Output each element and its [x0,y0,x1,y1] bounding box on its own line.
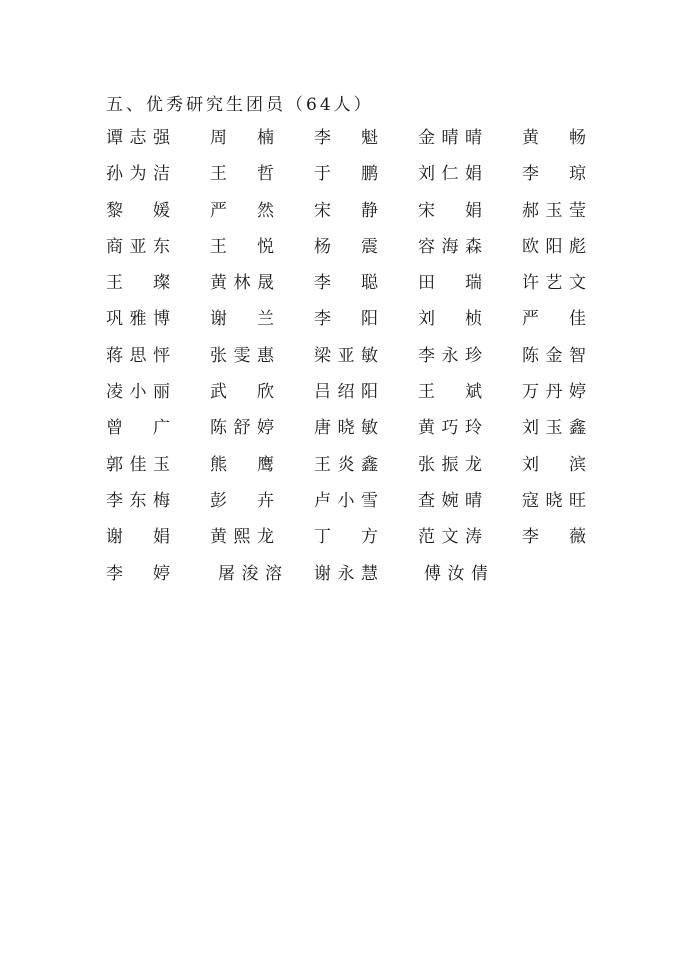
member-name: 曾 广 [106,418,170,439]
name-row [106,126,606,162]
member-name: 黄 畅 [522,128,586,148]
member-name: 屠 浚 溶 [218,563,282,584]
member-name: 查 婉 晴 [418,490,482,511]
member-name: 黄 熙 龙 [210,527,274,548]
member-name: 孙 为 洁 [106,164,170,185]
member-name: 王 璨 [106,273,170,294]
member-name: 黄 巧 玲 [418,418,482,439]
member-name: 李 薇 [522,527,586,548]
member-name: 范 文 涛 [418,527,482,548]
name-row [106,199,606,235]
member-name: 金 晴 晴 [418,128,482,148]
name-row [106,162,606,198]
member-name: 宋 娟 [418,200,482,221]
member-name: 商 亚 东 [106,236,170,257]
member-name: 严 然 [210,200,274,221]
member-name: 刘 仁 娟 [418,164,482,185]
member-name: 张 振 龙 [418,454,482,475]
member-name: 李 东 梅 [106,490,170,511]
member-name: 寇 晓 旺 [522,490,586,511]
member-name: 容 海 森 [418,236,482,257]
member-name: 熊 鹰 [210,454,274,475]
member-name: 周 楠 [210,128,274,148]
member-name: 杨 震 [314,236,378,257]
member-name: 王 斌 [418,382,482,403]
member-name: 王 哲 [210,164,274,185]
member-name: 谢 永 慧 [314,563,378,584]
member-name: 傅 汝 倩 [424,563,488,584]
member-name: 宋 静 [314,200,378,221]
member-name: 郭 佳 玉 [106,454,170,475]
member-name: 张 雯 惠 [210,345,274,366]
section-heading: 五、优秀研究生团员（64人） [106,95,374,115]
member-name: 唐 晓 敏 [314,418,378,439]
name-row [106,562,606,598]
member-name: 王 炎 鑫 [314,454,378,475]
member-name: 于 鹏 [314,164,378,185]
member-name: 刘 玉 鑫 [522,418,586,439]
member-name: 蒋 思 怦 [106,345,170,366]
member-name: 巩 雅 博 [106,309,170,330]
member-name: 李 琼 [522,164,586,185]
member-name: 谢 兰 [210,309,274,330]
member-name: 黎 媛 [106,200,170,221]
name-row [106,489,606,525]
member-name: 刘 滨 [522,454,586,475]
member-name: 陈 舒 婷 [210,418,274,439]
member-name: 卢 小 雪 [314,490,378,511]
name-list [106,126,606,598]
member-name: 李 聪 [314,273,378,294]
member-name: 李 婷 [106,563,170,584]
member-name: 万 丹 婷 [522,382,586,403]
name-row [106,307,606,343]
member-name: 刘 桢 [418,309,482,330]
member-name: 梁 亚 敏 [314,345,378,366]
member-name: 李 永 珍 [418,345,482,366]
name-row [106,271,606,307]
member-name: 田 瑞 [418,273,482,294]
member-name: 严 佳 [522,309,586,330]
member-name: 李 魁 [314,128,378,148]
member-name: 李 阳 [314,309,378,330]
member-name: 丁 方 [314,527,378,548]
name-row [106,525,606,561]
name-row [106,380,606,416]
member-name: 谭 志 强 [106,128,170,148]
member-name: 武 欣 [210,382,274,403]
member-name: 吕 绍 阳 [314,382,378,403]
member-name: 许 艺 文 [522,273,586,294]
name-row [106,344,606,380]
name-row [106,416,606,452]
member-name: 凌 小 丽 [106,382,170,403]
name-row [106,453,606,489]
member-name: 谢 娟 [106,527,170,548]
name-row [106,235,606,271]
member-name: 郝 玉 莹 [522,200,586,221]
member-name: 彭 卉 [210,490,274,511]
member-name: 欧 阳 彪 [522,236,586,257]
member-name: 陈 金 智 [522,345,586,366]
member-name: 王 悦 [210,236,274,257]
member-name: 黄 林 晟 [210,273,274,294]
